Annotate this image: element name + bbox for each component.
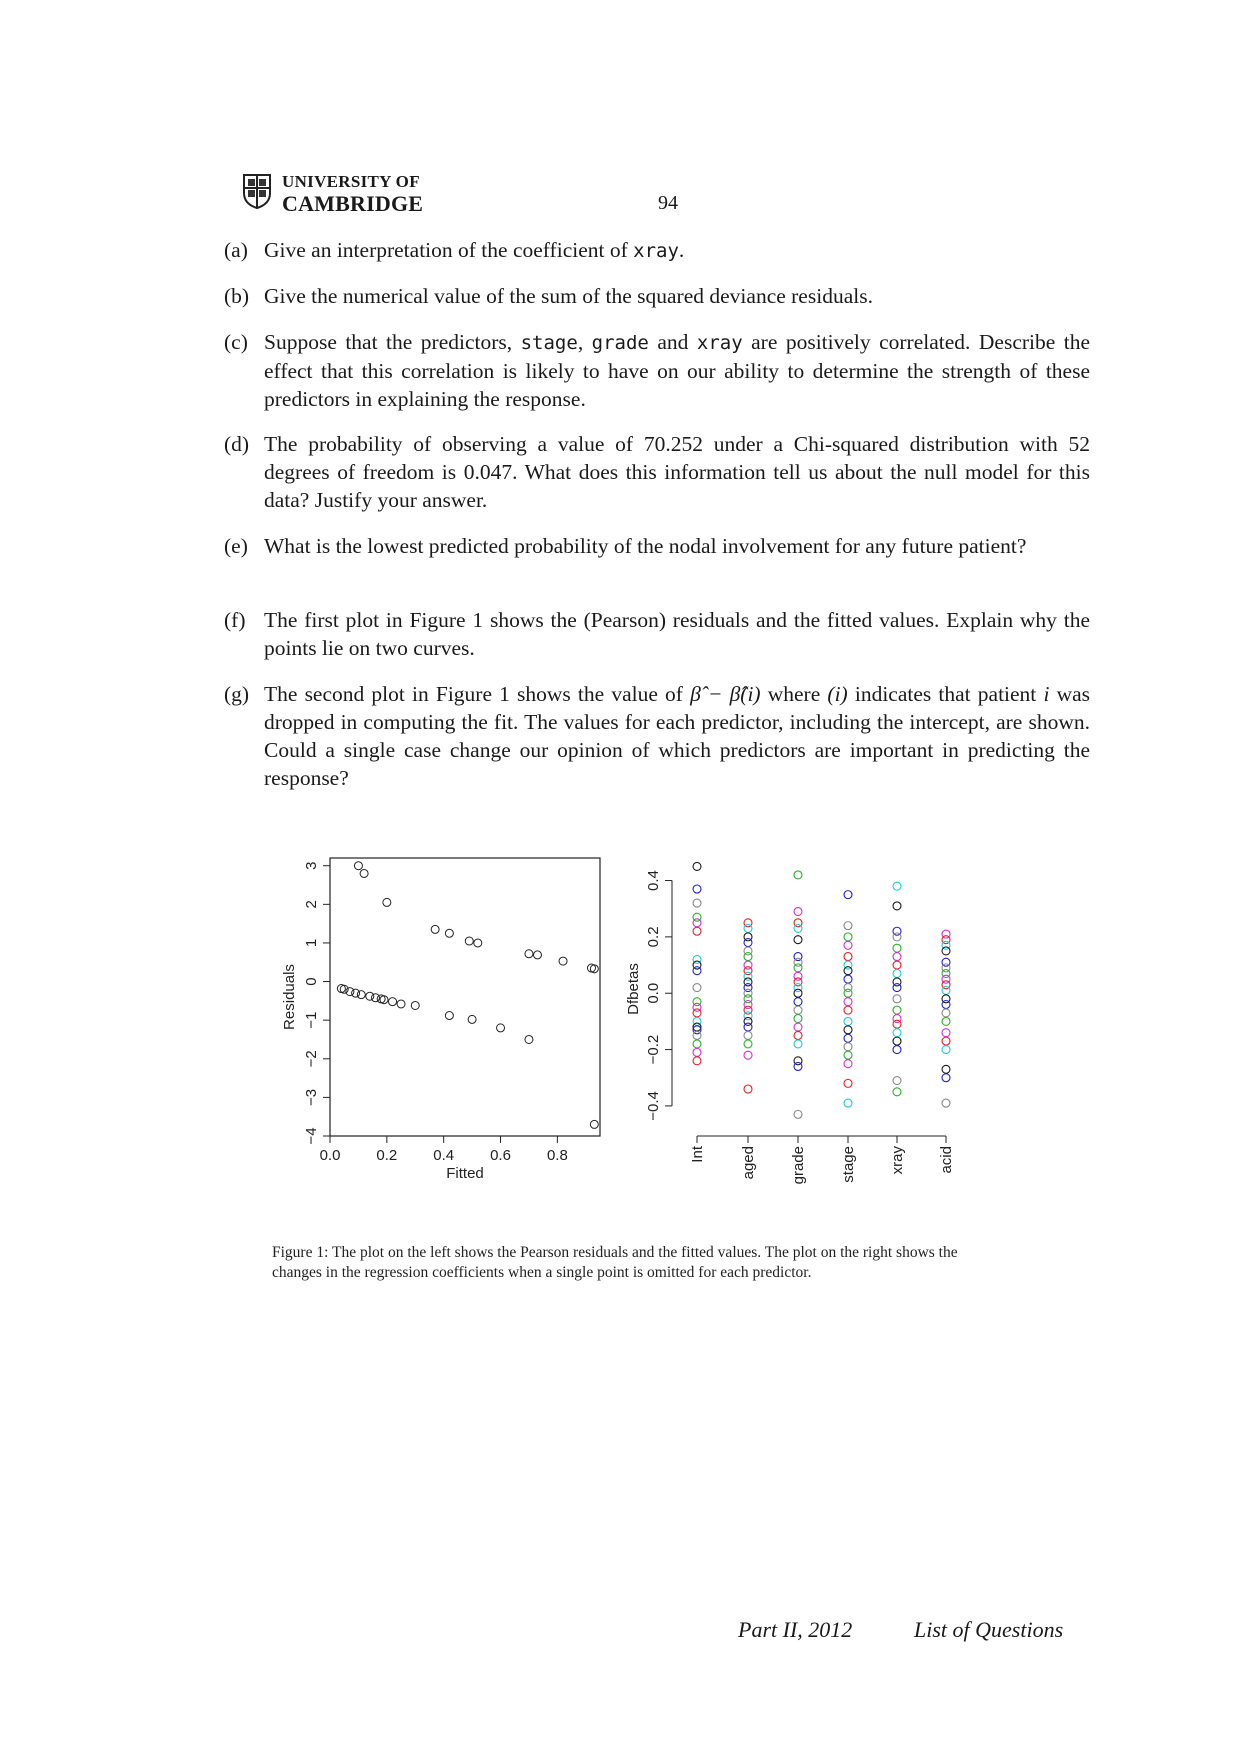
- dfbeta-point: [693, 1031, 701, 1039]
- data-point: [525, 950, 533, 958]
- dfbeta-point: [844, 1051, 852, 1059]
- dfbeta-point: [942, 1009, 950, 1017]
- dfbeta-point: [744, 1023, 752, 1031]
- dfbeta-point: [844, 1034, 852, 1042]
- dfbeta-point: [893, 1046, 901, 1054]
- y-tick-label: 0: [303, 977, 320, 986]
- dfbeta-point: [844, 1060, 852, 1068]
- question-item: [224, 532, 1090, 560]
- question-label: (c): [224, 330, 248, 354]
- question-item: [224, 680, 1090, 792]
- data-point: [590, 1120, 598, 1128]
- dfbeta-point: [744, 1031, 752, 1039]
- category-label: xray: [889, 1146, 906, 1175]
- data-point: [525, 1035, 533, 1043]
- dfbeta-point: [893, 1020, 901, 1028]
- data-point: [352, 989, 360, 997]
- question-label: (b): [224, 284, 250, 308]
- question-text: Give an interpretation of the coefficient of xray.: [264, 238, 685, 262]
- dfbeta-point: [844, 1079, 852, 1087]
- category-label: acid: [938, 1146, 955, 1174]
- dfbeta-point: [942, 1029, 950, 1037]
- dfbeta-point: [844, 953, 852, 961]
- dfbeta-point: [893, 1088, 901, 1096]
- question-item: [224, 606, 1090, 662]
- question-item: [224, 430, 1090, 514]
- figure-1: [270, 840, 970, 1220]
- dfbeta-point: [942, 1065, 950, 1073]
- y-tick-label: −0.2: [645, 1034, 662, 1065]
- y-tick-label: 0.2: [645, 926, 662, 948]
- dfbeta-point: [893, 902, 901, 910]
- data-point: [465, 937, 473, 945]
- y-tick-label: −2: [303, 1050, 320, 1068]
- page-number: 94: [658, 192, 678, 214]
- dfbeta-point: [794, 1110, 802, 1118]
- data-point: [468, 1015, 476, 1023]
- dfbeta-point: [893, 933, 901, 941]
- y-tick-label: 0.4: [645, 870, 662, 891]
- dfbeta-point: [893, 995, 901, 1003]
- footer-section: List of Questions: [914, 1617, 1064, 1642]
- dfbeta-point: [693, 1040, 701, 1048]
- dfbeta-point: [744, 1085, 752, 1093]
- question-text: What is the lowest predicted probability of the nodal involvement for any future patient?: [264, 534, 1027, 558]
- data-point: [383, 898, 391, 906]
- x-axis-label: Fitted: [446, 1165, 484, 1182]
- data-point: [360, 869, 368, 877]
- dfbeta-point: [794, 1015, 802, 1023]
- question-label: (d): [224, 432, 250, 456]
- university-crest-icon: [242, 173, 272, 209]
- dfbeta-point: [893, 944, 901, 952]
- dfbeta-point: [693, 919, 701, 927]
- dfbeta-point: [893, 1006, 901, 1014]
- data-point: [371, 994, 379, 1002]
- category-label: stage: [840, 1146, 857, 1183]
- dfbeta-point: [844, 1099, 852, 1107]
- dfbeta-point: [744, 924, 752, 932]
- dfbeta-point: [744, 1051, 752, 1059]
- plot-frame: [330, 858, 600, 1136]
- data-point: [366, 992, 374, 1000]
- data-point: [431, 925, 439, 933]
- question-text: The second plot in Figure 1 shows the value of β̂ − β̂(i) where (i) indicates that patient i was dropped in computing the fit. The values for each predictor, including the intercept, are shown. Could a single case change our opinion of which predictors are important in predicting the response?: [264, 682, 1090, 790]
- dfbeta-point: [942, 1017, 950, 1025]
- question-item: [224, 282, 1090, 310]
- category-label: aged: [740, 1146, 757, 1180]
- category-label: grade: [790, 1146, 807, 1185]
- y-tick-label: −3: [303, 1088, 320, 1106]
- data-point: [590, 965, 598, 973]
- question-label: (f): [224, 608, 246, 632]
- data-point: [389, 998, 397, 1006]
- dfbeta-point: [893, 984, 901, 992]
- x-tick-label: 0.4: [433, 1147, 455, 1164]
- dfbeta-point: [942, 1037, 950, 1045]
- dfbeta-point: [893, 1077, 901, 1085]
- dfbeta-point: [794, 1062, 802, 1070]
- y-axis-label: Residuals: [281, 964, 298, 1030]
- data-point: [559, 957, 567, 965]
- dfbeta-point: [794, 908, 802, 916]
- dfbeta-point: [844, 941, 852, 949]
- dfbeta-point: [693, 927, 701, 935]
- dfbeta-point: [744, 939, 752, 947]
- dfbeta-point: [693, 1009, 701, 1017]
- y-tick-label: 0.0: [645, 982, 662, 1004]
- y-tick-label: 3: [303, 861, 320, 870]
- dfbeta-point: [693, 984, 701, 992]
- question-text: The probability of observing a value of 70.252 under a Chi-squared distribution with 52 degrees of freedom is 0.047. What does this information tell us about the null model for this data? Justify your answer.: [264, 432, 1090, 512]
- dfbeta-point: [844, 1017, 852, 1025]
- dfbeta-point: [844, 1043, 852, 1051]
- dfbeta-point: [794, 936, 802, 944]
- dfbeta-point: [942, 1046, 950, 1054]
- dfbeta-point: [844, 1026, 852, 1034]
- x-tick-label: 0.6: [490, 1147, 511, 1164]
- y-tick-label: 1: [303, 938, 320, 948]
- data-point: [445, 1012, 453, 1020]
- dfbeta-point: [942, 1074, 950, 1082]
- dfbeta-point: [942, 986, 950, 994]
- dfbeta-point: [844, 922, 852, 930]
- dfbeta-point: [794, 924, 802, 932]
- university-name-line1: UNIVERSITY OF: [282, 172, 420, 191]
- data-point: [445, 929, 453, 937]
- dfbeta-point: [844, 1006, 852, 1014]
- dfbeta-point: [844, 989, 852, 997]
- y-tick-label: −4: [303, 1127, 320, 1145]
- question-text: The first plot in Figure 1 shows the (Pearson) residuals and the fitted values. Explain why the points lie on two curves.: [264, 608, 1090, 660]
- data-point: [397, 1000, 405, 1008]
- data-point: [354, 862, 362, 870]
- data-point: [380, 996, 388, 1004]
- data-point: [357, 991, 365, 999]
- dfbeta-point: [942, 1000, 950, 1008]
- x-tick-label: 0.0: [319, 1147, 341, 1164]
- x-tick-label: 0.2: [376, 1147, 398, 1164]
- dfbeta-point: [893, 1029, 901, 1037]
- dfbeta-point: [844, 891, 852, 899]
- data-point: [497, 1024, 505, 1032]
- question-item: [224, 236, 1090, 265]
- dfbeta-point: [693, 899, 701, 907]
- dfbeta-point: [744, 1040, 752, 1048]
- dfbeta-point: [693, 862, 701, 870]
- dfbeta-point: [693, 1057, 701, 1065]
- dfbeta-point: [893, 970, 901, 978]
- dfbeta-point: [794, 998, 802, 1006]
- dfbeta-point: [693, 967, 701, 975]
- question-label: (e): [224, 534, 248, 558]
- dfbeta-point: [893, 953, 901, 961]
- dfbeta-point: [844, 975, 852, 983]
- dfbeta-point: [693, 885, 701, 893]
- data-point: [533, 951, 541, 959]
- dfbeta-point: [794, 1006, 802, 1014]
- y-tick-label: −0.4: [645, 1091, 662, 1121]
- dfbeta-point: [794, 964, 802, 972]
- dfbeta-point: [942, 1099, 950, 1107]
- dfbeta-point: [794, 871, 802, 879]
- question-label: (a): [224, 238, 248, 262]
- dfbeta-point: [893, 882, 901, 890]
- question-label: (g): [224, 682, 250, 706]
- dfbeta-point: [844, 967, 852, 975]
- question-item: [224, 328, 1090, 413]
- data-point: [474, 939, 482, 947]
- dfbeta-point: [794, 989, 802, 997]
- dfbeta-point: [942, 947, 950, 955]
- dfbeta-point: [844, 998, 852, 1006]
- x-tick-label: 0.8: [546, 1147, 568, 1164]
- footer-exam: Part II, 2012: [738, 1617, 853, 1642]
- y-axis-label: Dfbetas: [625, 963, 642, 1015]
- dfbeta-point: [693, 1048, 701, 1056]
- data-point: [411, 1001, 419, 1009]
- dfbeta-point: [844, 933, 852, 941]
- y-tick-label: −1: [303, 1011, 320, 1029]
- university-name-line2: CAMBRIDGE: [282, 191, 424, 216]
- question-text: Suppose that the predictors, stage, grade and xray are positively correlated. Describe the effect that this correlation is likely to have on our ability to determine the strength of these predictors in explaining the response.: [264, 330, 1091, 411]
- y-tick-label: 2: [303, 900, 320, 909]
- dfbeta-point: [794, 1023, 802, 1031]
- dfbeta-point: [893, 1037, 901, 1045]
- question-text: Give the numerical value of the sum of the squared deviance residuals.: [264, 284, 873, 308]
- dfbeta-point: [744, 953, 752, 961]
- category-label: Int: [689, 1146, 706, 1163]
- dfbeta-point: [794, 1031, 802, 1039]
- dfbeta-point: [794, 1040, 802, 1048]
- dfbeta-point: [893, 961, 901, 969]
- figure-caption: Figure 1: The plot on the left shows the Pearson residuals and the fitted values. The plot on the right shows the changes in the regression coefficients when a single point is omitted for each predictor.: [272, 1244, 958, 1281]
